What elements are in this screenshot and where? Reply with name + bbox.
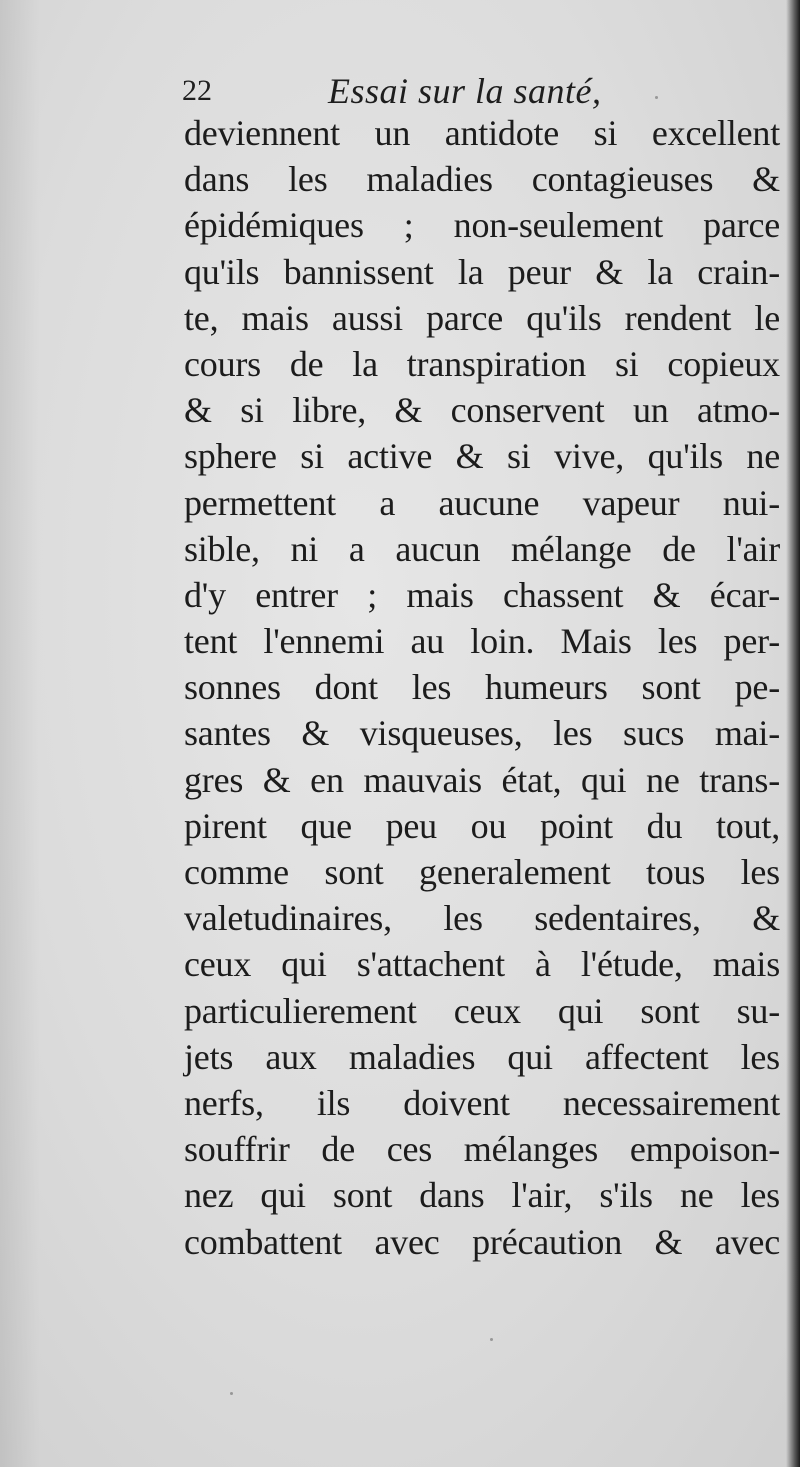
text-line: nerfs, ils doivent necessairement — [184, 1082, 780, 1123]
text-line: & si libre, & conservent un atmo- — [184, 390, 780, 431]
text-line: particulierement ceux qui sont su- — [184, 990, 780, 1031]
body-text — [184, 110, 780, 1265]
text-line: deviennent un antidote si excellent — [184, 113, 780, 153]
text-line: sonnes dont les humeurs sont pe- — [184, 667, 780, 708]
text-line: valetudinaires, les sedentaires, & — [184, 898, 780, 939]
text-line: santes & visqueuses, les sucs mai- — [184, 713, 780, 754]
text-line: ceux qui s'attachent à l'étude, mais — [184, 944, 780, 985]
text-line: souffrir de ces mélanges empoison- — [184, 1129, 780, 1170]
text-line: cours de la transpiration si copieux — [184, 343, 780, 384]
text-line: épidémiques ; non-seulement parce — [184, 205, 780, 246]
page-number: 22 — [182, 74, 212, 107]
paper-speck — [230, 1392, 233, 1395]
text-line: comme sont generalement tous les — [184, 852, 780, 892]
text-line: gres & en mauvais état, qui ne trans- — [184, 759, 780, 800]
paper-speck — [490, 1338, 493, 1341]
page-header — [182, 66, 772, 116]
gutter-shadow — [0, 0, 40, 1467]
text-line: sphere si active & si vive, qu'ils ne — [184, 436, 780, 477]
text-line: permettent a aucune vapeur nui- — [184, 482, 780, 523]
text-line: tent l'ennemi au loin. Mais les per- — [184, 621, 780, 662]
paper-speck — [655, 96, 658, 99]
text-line: d'y entrer ; mais chassent & écar- — [184, 574, 780, 615]
text-line: jets aux maladies qui affectent les — [184, 1036, 780, 1077]
text-line: pirent que peu ou point du tout, — [184, 805, 780, 846]
page-edge-shadow — [786, 0, 800, 1467]
text-line: dans les maladies contagieuses & — [184, 159, 780, 200]
text-line: sible, ni a aucun mélange de l'air — [184, 528, 780, 569]
text-line: combattent avec précaution & avec — [184, 1221, 780, 1262]
text-line: qu'ils bannissent la peur & la crain- — [184, 251, 780, 292]
text-line: nez qui sont dans l'air, s'ils ne les — [184, 1175, 780, 1216]
text-line: te, mais aussi parce qu'ils rendent le — [184, 297, 780, 338]
running-head: Essai sur la santé, — [328, 71, 602, 111]
